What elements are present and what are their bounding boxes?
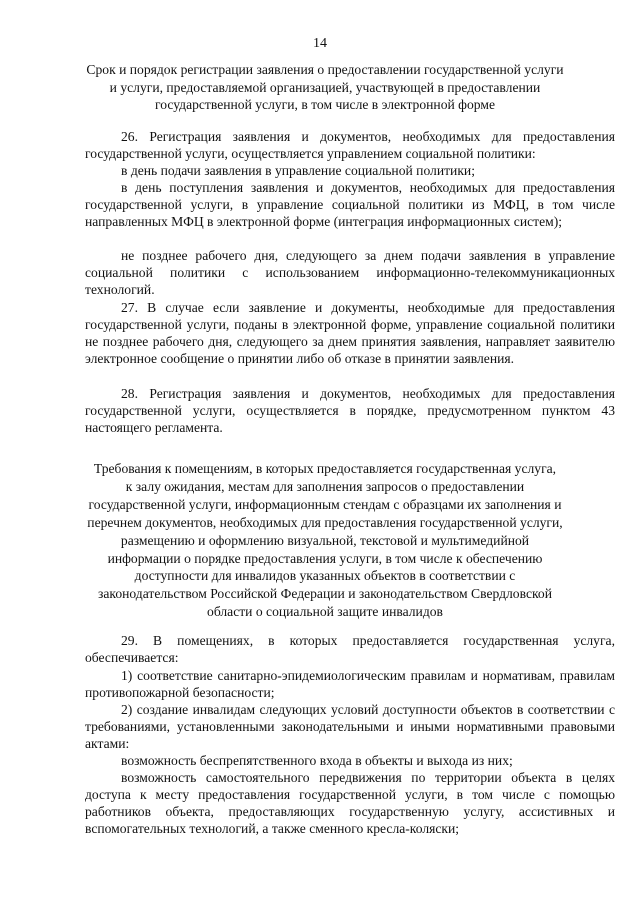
page-number: 14 (313, 36, 327, 51)
title-line: информации о порядке предоставления услуги, в том числе к обеспечению (107, 550, 543, 566)
paragraph-29: 29. В помещениях, в которых предоставляется государственная услуга, обеспечивается: (85, 633, 615, 665)
paragraph-26-item1: в день подачи заявления в управление социальной политики; (121, 163, 475, 178)
paragraph-29-item1: 1) соответствие санитарно-эпидемиологическим правилам и нормативам, правилам противопожарной безопасности; (85, 668, 615, 700)
title-line: перечнем документов, необходимых для предоставления государственной услуги, (87, 514, 563, 530)
paragraph-29-item2: 2) создание инвалидам следующих условий доступности объектов в соответствии с требованиями, установленными законодательными и иными нормативными правовыми актами: (85, 702, 615, 751)
title-line: Срок и порядок регистрации заявления о предоставлении государственной услуги (86, 62, 564, 77)
paragraph-27: 27. В случае если заявление и документы, необходимые для предоставления государственной услуги, поданы в электронной форме, управление социальной политики не позднее рабочего дня, следующего за днем принятия заявления, направляет заявителю электронное сообщение о принятии либо об отказе в принятии заявления. (85, 300, 615, 366)
paragraph-29-item2a: возможность беспрепятственного входа в объекты и выхода из них; (121, 753, 513, 768)
title-line: государственной услуги, информационным стендам с образцами их заполнения и (88, 496, 562, 512)
title-line: области о социальной защите инвалидов (207, 604, 443, 620)
title-line: государственной услуги, в том числе в электронной форме (154, 97, 495, 112)
paragraph-28: 28. Регистрация заявления и документов, необходимых для предоставления государственной услуги, осуществляется в порядке, предусмотренном пунктом 43 настоящего регламента. (85, 386, 615, 435)
section-title-registration (82, 61, 568, 114)
paragraph-26-item3: не позднее рабочего дня, следующего за днем подачи заявления в управление социальной политики с использованием информационно-телекоммуникационных технологий. (85, 248, 615, 297)
section-title-premises (82, 460, 568, 621)
title-line: Требования к помещениям, в которых предоставляется государственная услуга, (93, 461, 557, 476)
title-line: к залу ожидания, местам для заполнения запросов о предоставлении (125, 478, 525, 494)
title-line: и услуги, предоставляемой организацией, участвующей в предоставлении (109, 79, 541, 95)
title-line: доступности для инвалидов указанных объектов в соответствии с (134, 568, 516, 584)
paragraph-26: 26. Регистрация заявления и документов, необходимых для предоставления государственной услуги, осуществляется управлением социальной политики: (85, 129, 615, 161)
paragraph-29-item2b: возможность самостоятельного передвижения по территории объекта в целях доступа к месту предоставления государственной услуги, в том числе с помощью работников объекта, предоставляющих государственную услугу, ассистивных и вспомогательных технологий, а также сменного кресла-коляски; (85, 770, 615, 836)
paragraph-26-item2: в день поступления заявления и документов, необходимых для предоставления государственной услуги, в управление социальной политики из МФЦ, в том числе направленных МФЦ в электронной форме (интеграция информационных систем); (85, 180, 615, 229)
title-line: законодательством Российской Федерации и законодательством Свердловской (98, 586, 552, 602)
title-line: размещению и оформлению визуальной, текстовой и мультимедийной (120, 532, 530, 548)
